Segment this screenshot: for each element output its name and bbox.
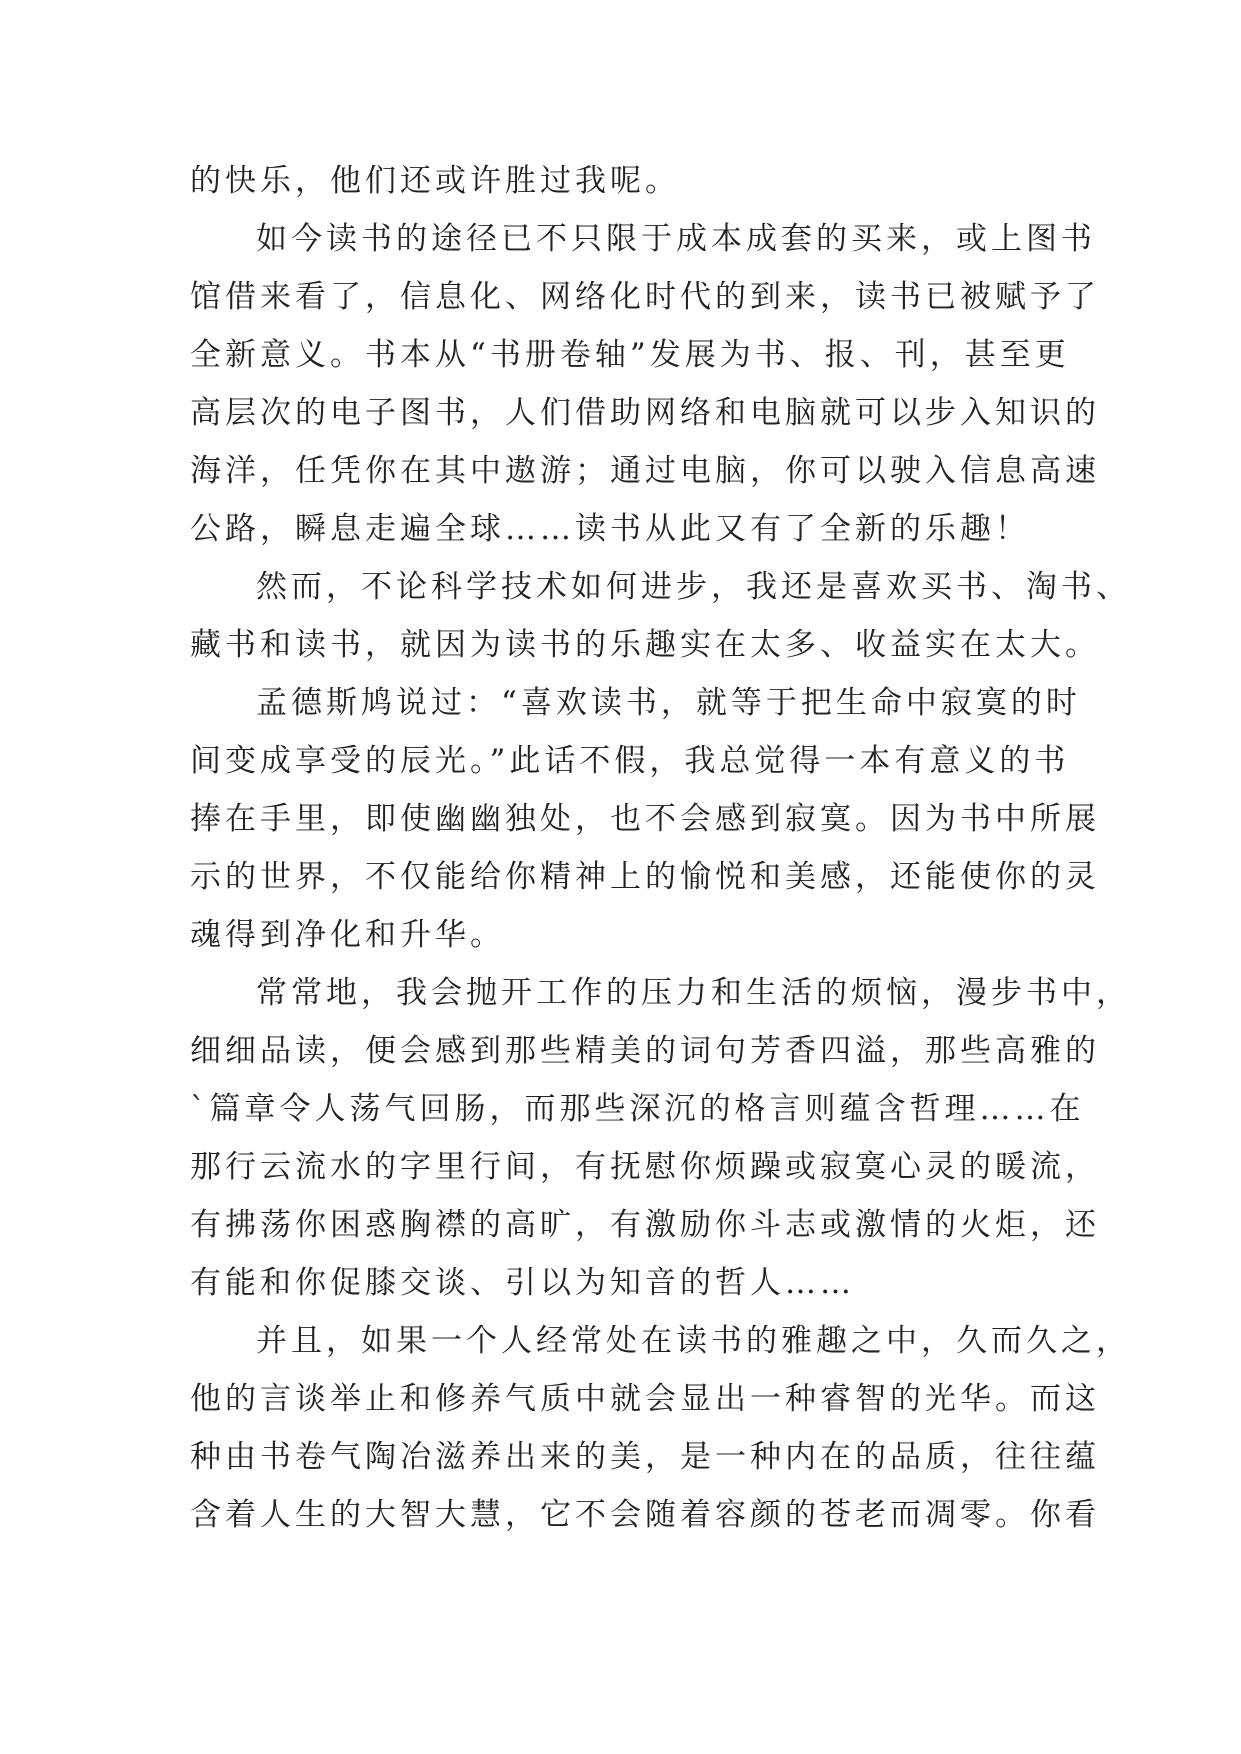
text-line-9: 藏书和读书，就因为读书的乐趣实在太多、收益实在太大。 [190,627,1100,663]
text-line-12: 捧在手里，即使幽幽独处，也不会感到寂寞。因为书中所展 [190,801,1100,837]
text-line-11: 间变成享受的辰光。”此话不假，我总觉得一本有意义的书 [190,743,1070,779]
text-line-8: 然而，不论科学技术如何进步，我还是喜欢买书、淘书、 [256,569,1131,605]
text-line-21: 并且，如果一个人经常处在读书的雅趣之中，久而久之， [256,1323,1131,1359]
text-line-7: 公路，瞬息走遍全球……读书从此又有了全新的乐趣！ [190,511,1030,547]
text-line-4: 全新意义。书本从“书册卷轴”发展为书、报、刊，甚至更 [190,337,1070,373]
text-line-13: 示的世界，不仅能给你精神上的愉悦和美感，还能使你的灵 [190,859,1100,895]
text-line-16: 细细品读，便会感到那些精美的词句芳香四溢，那些高雅的 [190,1033,1100,1069]
text-line-19: 有拂荡你困惑胸襟的高旷，有激励你斗志或激情的火炬，还 [190,1207,1100,1243]
text-line-3: 馆借来看了，信息化、网络化时代的到来，读书已被赋予了 [190,279,1100,315]
text-line-10: 孟德斯鸠说过：“喜欢读书，就等于把生命中寂寞的时 [256,685,1081,721]
text-line-5: 高层次的电子图书，人们借助网络和电脑就可以步入知识的 [190,395,1100,431]
text-line-2: 如今读书的途径已不只限于成本成套的买来，或上图书 [256,221,1096,257]
text-line-24: 含着人生的大智大慧，它不会随着容颜的苍老而凋零。你看 [190,1497,1100,1533]
text-line-15: 常常地，我会抛开工作的压力和生活的烦恼，漫步书中， [256,975,1131,1011]
text-line-22: 他的言谈举止和修养气质中就会显出一种睿智的光华。而这 [190,1381,1100,1417]
text-line-14: 魂得到净化和升华。 [190,917,505,953]
text-line-17: `篇章令人荡气回肠，而那些深沉的格言则蕴含哲理……在 [190,1091,1085,1127]
text-line-23: 种由书卷气陶冶滋养出来的美，是一种内在的品质，往往蕴 [190,1439,1100,1475]
text-line-18: 那行云流水的字里行间，有抚慰你烦躁或寂寞心灵的暖流， [190,1149,1100,1185]
text-line-1: 的快乐，他们还或许胜过我呢。 [190,163,680,199]
body-text [190,152,1131,1544]
text-line-20: 有能和你促膝交谈、引以为知音的哲人…… [190,1265,855,1301]
text-line-6: 海洋，任凭你在其中遨游；通过电脑，你可以驶入信息高速 [190,453,1100,489]
